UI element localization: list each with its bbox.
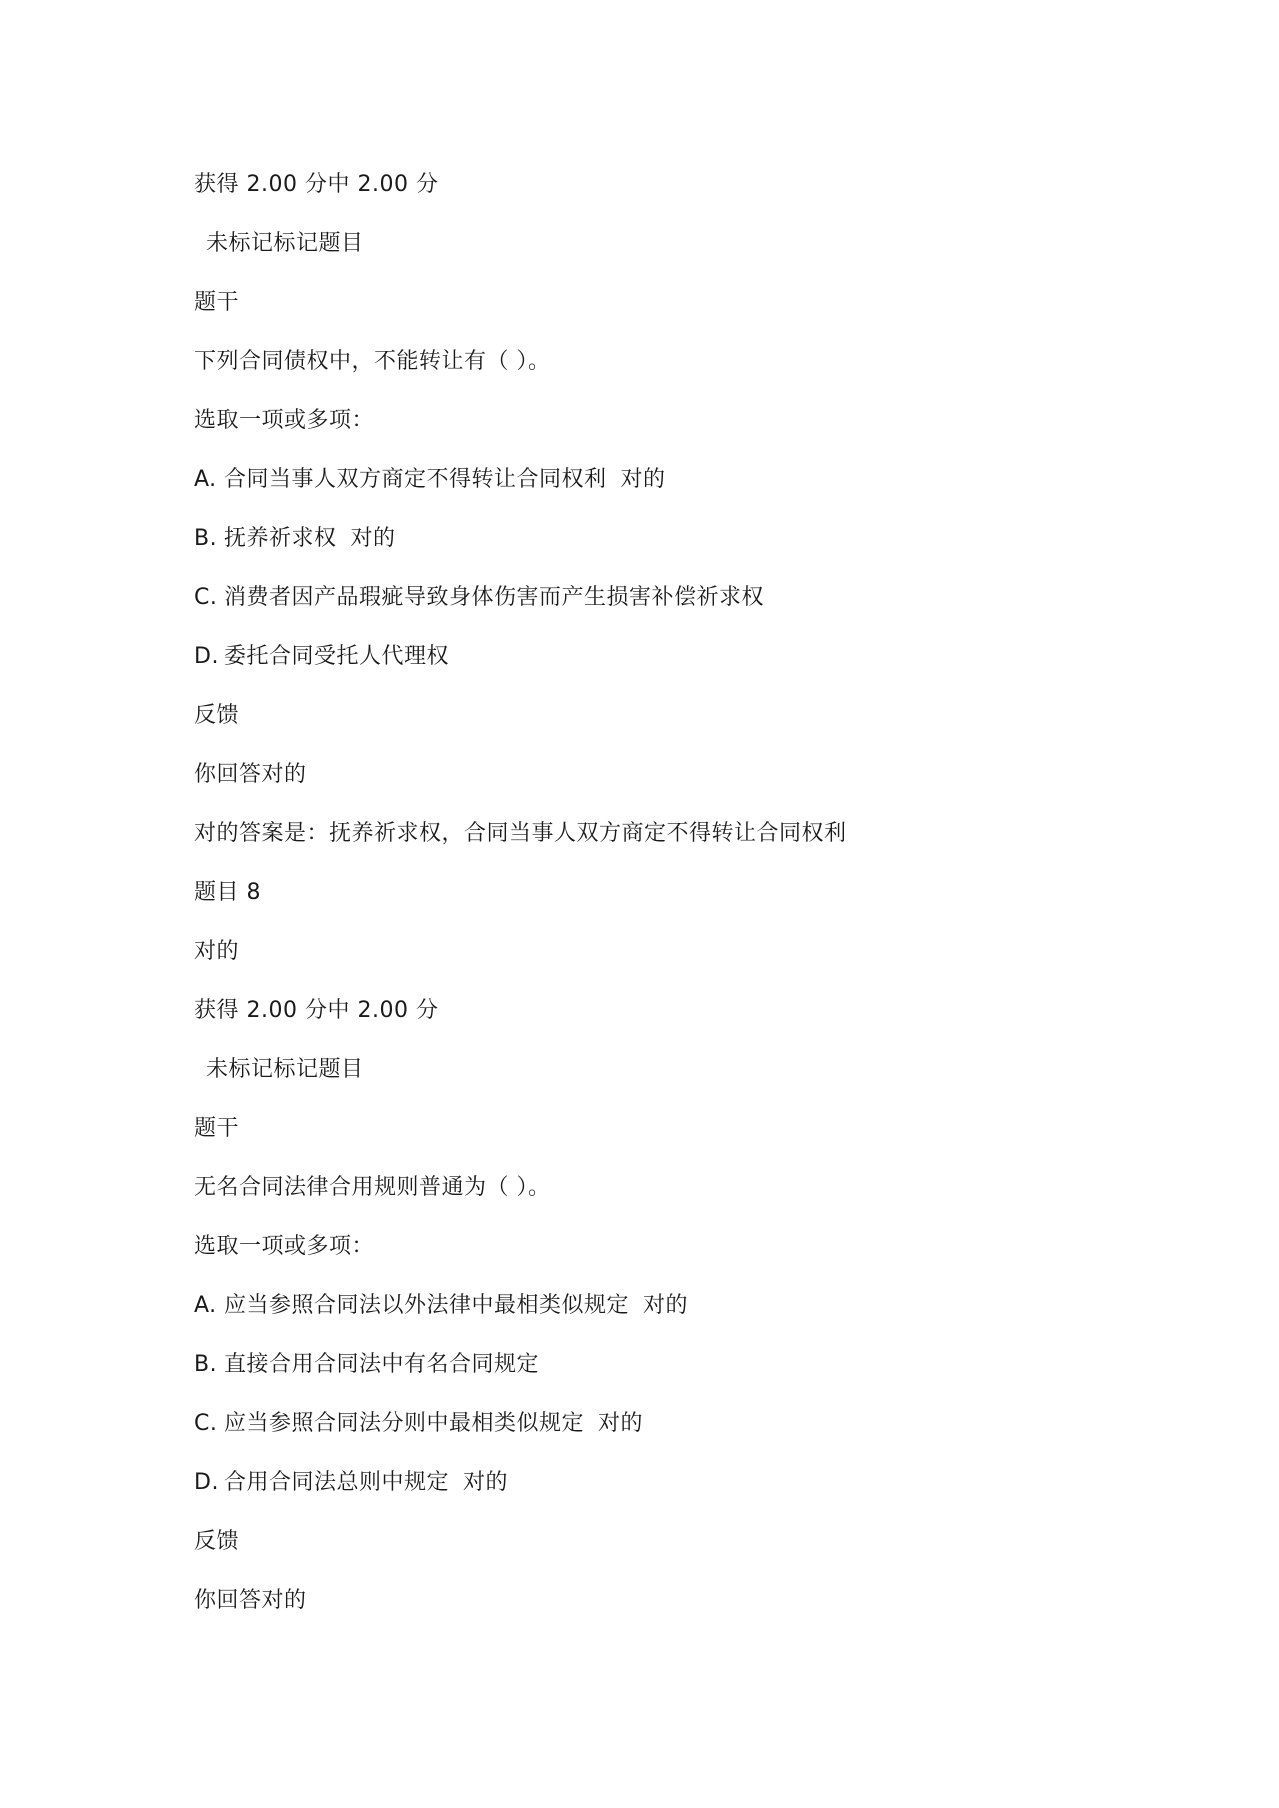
option-letter: B.: [194, 1352, 218, 1377]
option-letter: C.: [194, 1411, 218, 1436]
option-text: 合用合同法总则中规定: [224, 1470, 450, 1495]
option-text: 消费者因产品瑕疵导致身体伤害而产生损害补偿祈求权: [224, 585, 765, 610]
q8-question-text: 无名合同法律合用规则普通为（ ）。: [194, 1175, 551, 1200]
option-text: 抚养祈求权: [224, 526, 337, 551]
q8-option-d: [194, 1466, 1194, 1525]
q8-status: 对的: [194, 939, 240, 964]
option-letter: D.: [194, 644, 219, 669]
q8-title: 题目 8: [194, 880, 261, 905]
q7-instruction: 选取一项或多项：: [194, 408, 375, 433]
q8-option-a: [194, 1289, 1194, 1348]
q7-feedback-label: 反馈: [194, 703, 240, 728]
option-letter: A.: [194, 467, 217, 492]
q8-flag-question: 未标记标记题目: [206, 1057, 364, 1082]
q8-stem-label: 题干: [194, 1116, 240, 1141]
q7-option-c: [194, 581, 1194, 640]
option-correct-mark: 对的: [598, 1411, 644, 1436]
option-letter: C.: [194, 585, 218, 610]
option-text: 应当参照合同法分则中最相类似规定: [224, 1411, 585, 1436]
option-text: 委托合同受托人代理权: [224, 644, 450, 669]
option-letter: D.: [194, 1470, 219, 1495]
q7-option-d: [194, 640, 1194, 699]
option-text: 直接合用合同法中有名合同规定: [224, 1352, 540, 1377]
q8-feedback-label: 反馈: [194, 1529, 240, 1554]
q7-option-a: [194, 463, 1194, 522]
option-letter: B.: [194, 526, 218, 551]
q7-flag-question: 未标记标记题目: [206, 231, 364, 256]
q7-stem-label: 题干: [194, 290, 240, 315]
option-correct-mark: 对的: [350, 526, 396, 551]
q8-option-b: [194, 1348, 1194, 1407]
q8-instruction: 选取一项或多项：: [194, 1234, 375, 1259]
q8-feedback-text: 你回答对的: [194, 1588, 307, 1613]
option-text: 应当参照合同法以外法律中最相类似规定: [224, 1293, 630, 1318]
q8-score: 获得 2.00 分中 2.00 分: [194, 998, 439, 1023]
q7-correct-answer: 对的答案是：抚养祈求权，合同当事人双方商定不得转让合同权利: [194, 821, 847, 846]
option-letter: A.: [194, 1293, 217, 1318]
q7-option-b: [194, 522, 1194, 581]
q8-option-c: [194, 1407, 1194, 1466]
q7-score: 获得 2.00 分中 2.00 分: [194, 172, 439, 197]
option-correct-mark: 对的: [643, 1293, 689, 1318]
q7-feedback-text: 你回答对的: [194, 762, 307, 787]
option-correct-mark: 对的: [463, 1470, 509, 1495]
option-correct-mark: 对的: [620, 467, 666, 492]
document-content: [194, 168, 1194, 1643]
option-text: 合同当事人双方商定不得转让合同权利: [224, 467, 607, 492]
q7-question-text: 下列合同债权中，不能转让有（ ）。: [194, 349, 551, 374]
